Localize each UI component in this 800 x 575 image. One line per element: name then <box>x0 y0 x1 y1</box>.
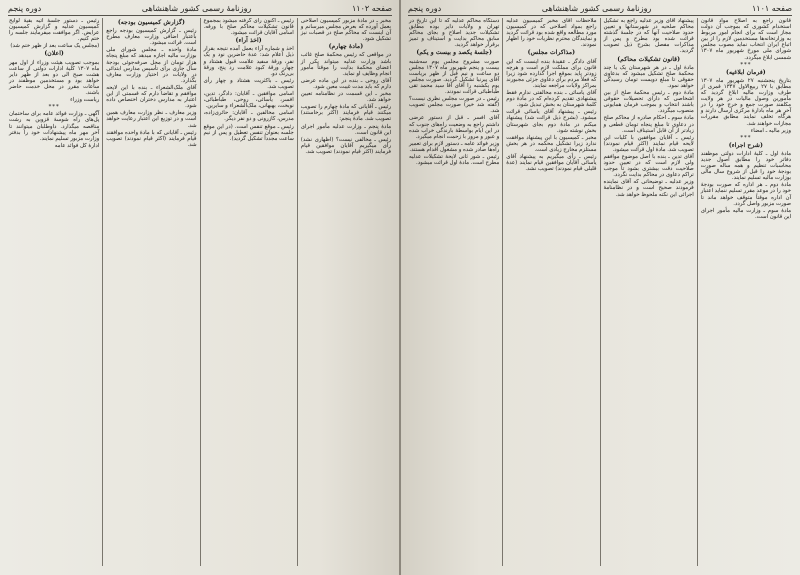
paragraph: مادهٔ سوم ـ وزارت مالیه مأمور اجرای این قانون است. <box>700 207 791 220</box>
paragraph: در مواقعی که رئیس محکمهٔ صلح غائب باشد وزارت عدلیه میتواند یکی از اعضای محکمهٔ بدایت را موقتاً مأمور انجام وظایف او نماید. <box>300 52 391 77</box>
left-page-header <box>8 3 392 16</box>
paragraph: آقای افسر ـ قبل از دستور عرضی داشتم راجع به وضعیت راه‌های جنوب که در این ایام بواسطهٔ بارندگی خراب شده و عبور و مرور با زحمت انجام میگیرد. <box>409 115 500 140</box>
paragraph: رئیس ـ دستور جلسهٔ آتیه بقیهٔ لوایح کمیسیون عدلیه و گزارش کمیسیون عرایض. اگر موافقت میفرمایند جلسه را ختم کنیم. <box>9 18 100 43</box>
left-column-1 <box>297 18 394 566</box>
paragraph: آگهی ـ وزارت فوائد عامه برای ساختمان پل‌های راه شوسهٔ قزوین به رشت مناقصه میگذارد. داوطلبان میتوانند تا آخر مهر ماه پیشنهادات خود را بدفتر وزارت مزبور تسلیم نمایند. <box>9 111 100 142</box>
paragraph: آقای ملک‌الشعراء ـ بنده با این لایحه موافقم و تقاضا دارم که قسمتی از این اعتبار به مدارس دختران اختصاص داده شود. <box>106 84 197 110</box>
right-column-1 <box>697 18 794 566</box>
paragraph: پیشنهاد آقای وزیر عدلیه راجع به تشکیل محاکم صلحیه در شهرستانها و تعیین حدود صلاحیت آنها که در جلسهٔ گذشته قرائت شده بود مطرح و پس از مذاکرات مفصل بشرح ذیل تصویب گردید. <box>603 18 694 55</box>
paragraph: اسامی مخالفین ـ آقایان: حائری‌زاده، مدرس، کازرونی و دو نفر دیگر. <box>203 110 294 123</box>
section-separator: *** <box>48 104 60 111</box>
paragraph: رئیس ـ مخالفی نیست؟ (اظهاری نشد) رأی میگیریم آقایان موافقین قیام فرمایند (اکثر قیام نمودند) تصویب شد. <box>300 136 391 155</box>
paragraph: مادهٔ اول ـ در هر شهرستان یک یا چند محکمهٔ صلح تشکیل میشود که بدعاوی حقوقی تا مبلغ دویست تومان رسیدگی خواهد نمود. <box>603 64 694 89</box>
paragraph: (مجلس یک ساعت بعد از ظهر ختم شد) <box>10 43 100 50</box>
right-column-4 <box>406 18 502 566</box>
right-page-columns <box>406 18 794 566</box>
paragraph: آقای دادگر ـ عقیدهٔ بنده اینست که این قانون برای مملکت لازم است و هرچه زودتر باید بموقع اجرا گذارده شود زیرا که فعلاً مردم برای دعاوی جزئی مجبورند بمراکز ولایات مراجعه نمایند. <box>506 58 597 89</box>
paragraph: ریاست وزراء <box>70 97 100 104</box>
left-page-title: روزنامهٔ رسمی کشور شاهنشاهی <box>141 4 252 13</box>
paragraph: وزیر مالیه ـ امضاء <box>750 127 791 134</box>
paragraph: رئیس ـ آقایان موافقین با کلیات این لایحه قیام نمایند (اکثر قیام نمودند) تصویب شد. مادهٔ اول قرائت میشود. <box>603 134 694 153</box>
paragraph: آقای یاسائی ـ بنده مخالفتی ندارم فقط پیشنهادی تقدیم کرده‌ام که در مادهٔ دوم کلمهٔ شهرستان به بخش تبدیل شود. <box>506 90 597 109</box>
paragraph: صورت مشروح مجلس یوم سه‌شنبه بیست و پنجم شهریور ماه ۱۳۰۷ مجلس دو ساعت و نیم قبل از ظهر بریاست آقای پیرنیا تشکیل گردید. صورت مجلس یوم یکشنبه را آقای آقا سید محمد تقی طباطبائی قرائت نمودند. <box>409 58 500 96</box>
paragraph: مادهٔ دوم ـ هر اداره که صورت بودجهٔ خود را در موعد مقرر تسلیم ننماید اعتبار آن اداره موقتاً متوقف خواهد ماند تا صورت مزبور واصل گردد. <box>700 182 791 207</box>
section-separator: *** <box>740 61 752 68</box>
right-page-header <box>408 3 792 16</box>
paragraph: مادهٔ سوم ـ احکام صادره از محاکم صلح در دعاوی تا مبلغ پنجاه تومان قطعی و زیادتر از آن قابل استیناف است. <box>603 115 694 134</box>
paragraph: وزیر معارف ـ نظر وزارت معارف همین است و در توزیع این اعتبار رعایت خواهد شد. <box>106 110 197 129</box>
paragraph: بموجب تصویب هیئت وزراء از اول مهر ماه ۱۳۰۷ کلیهٔ ادارات دولتی از ساعت هشت صبح الی دو بعد از ظهر دایر خواهد بود و مستخدمین موظفند در ساعات مقرر در محل خدمت حاضر باشند. <box>9 59 100 97</box>
left-column-2 <box>200 18 297 566</box>
paragraph: مخبر ـ کمیسیون با این پیشنهاد موافقت ندارد زیرا تشکیل محکمه در هر بخش مستلزم مخارج زیادی است. <box>506 134 597 153</box>
section-heading: (شرح اجراء) <box>728 141 763 149</box>
section-heading: (اخذ آراء) <box>235 37 262 45</box>
right-page-issue: دوره پنجم <box>408 4 442 13</box>
section-separator: *** <box>740 134 752 141</box>
section-heading: (فرمان ابلاغیه) <box>726 68 766 76</box>
page-gutter <box>399 0 401 575</box>
section-heading: (گزارش کمیسیون بودجه) <box>117 19 185 26</box>
paragraph: آقای روحی ـ بنده در این ماده عرضی دارم که باید مدت غیبت معین شود. <box>300 77 391 90</box>
paragraph: اخذ و شماره آراء بعمل آمده نتیجه بقرار ذیل اعلام شد: عدهٔ حاضرین نود و یک نفر، ورقهٔ سفید علامت قبول هشتاد و چهار، ورقهٔ کبود علامت رد پنج، ورقهٔ بی‌رنگ دو. <box>203 46 294 77</box>
right-page-number: صفحه ۱۱۰۱ <box>751 4 792 13</box>
paragraph: وزیر فوائد عامه ـ دستور لازم برای تعمیر راه‌ها صادر شده و مشغول اقدام هستند. <box>409 140 500 153</box>
paragraph: قانون راجع به اصلاح مواد قانون استخدام کشوری که بموجب آن دولت مجاز است که برای انجام امور مربوط به وزارتخانه‌ها مستخدمین لازم را از بین اتباع ایران انتخاب نماید مصوب مجلس شورای ملی مورخ شهریور ماه ۱۳۰۷ شمسی ابلاغ میگردد. <box>700 18 791 61</box>
paragraph: مخبر ـ در مادهٔ مزبور کمیسیون اصلاحی بعمل آورده که بعرض مجلس میرسانم و آن اینست که محاکم صلح در قصبات نیز تشکیل شود. <box>300 18 391 43</box>
right-column-3 <box>502 18 599 566</box>
left-column-4 <box>6 18 102 566</box>
paragraph: وزیر عدلیه ـ توضیحاتی که آقای نماینده فرمودند صحیح است و در نظامنامهٔ اجرائی این نکته ملحوظ خواهد شد. <box>603 179 694 198</box>
paragraph: رئیس ـ رأی میگیریم به پیشنهاد آقای یاسائی آقایان موافقین قیام نمایند (عدهٔ قلیلی قیام نمودند) تصویب نشد. <box>506 153 597 173</box>
paragraph: رئیس ـ در صورت مجلس نظری نیست؟ (گفته شد خیر) صورت مجلس تصویب شد. <box>409 96 500 115</box>
paragraph: بتاریخ پنجشنبه ۲۷ شهریور ماه ۱۳۰۷ مطابق با ۲۷ ربیع‌الاول ۱۳۴۷ قمری از طرف وزارت مالیه ابلاغ گردید که مأمورین وصول مالیات در هر ولایت مکلفند صورت جمع و خرج خود را در آخر هر ماه بادارهٔ مرکزی ارسال دارند و هرگاه تخلف نمایند مطابق مقررات مجازات خواهند شد. <box>700 77 791 127</box>
section-heading: (جلسهٔ یکصد و بیست و یکم) <box>416 49 492 57</box>
paragraph: رئیس ـ آقایانی که مادهٔ چهارم را تصویب میکنند قیام فرمایند (اکثر برخاستند) تصویب شد. مادهٔ پنجم: <box>300 104 391 123</box>
paragraph: رئیس ـ پیشنهاد آقای یاسائی قرائت میشود. (بشرح ذیل قرائت شد) پیشنهاد میکنم در مادهٔ دوم بجای شهرستان بخش نوشته شود. <box>506 109 597 134</box>
paragraph: دستگاه محاکم عدلیه که تا این تاریخ در تهران و ولایات دایر بوده مطابق تشکیلات جدید اصلاح و بجای محاکم سابق محاکم بدایت و استیناف و تمیز برقرار خواهد گردید. <box>409 18 500 49</box>
paragraph: مادهٔ واحده ـ مجلس شورای ملی بوزارت مالیه اجازه میدهد که مبلغ پنجاه هزار تومان از محل صرفه‌جوئی بودجهٔ سال جاری برای تأسیس مدارس ابتدائی در ولایات در اختیار وزارت معارف بگذارد. <box>106 47 197 84</box>
paragraph: اسامی موافقین ـ آقایان: دادگر، تدین، افسر، یاسائی، روحی، طباطبائی، نوبخت، بهبهانی، ملک‌الشعراء و سایرین. <box>203 91 294 110</box>
paragraph: رئیس ـ باکثریت هشتاد و چهار رأی تصویب شد. <box>203 77 294 90</box>
section-heading: (اعلان) <box>44 50 64 58</box>
right-column-2 <box>600 18 697 566</box>
paragraph: مادهٔ اول ـ کلیهٔ ادارات دولتی موظفند دفاتر خود را مطابق اصول جدید محاسبات تنظیم و همه ساله صورت بودجهٔ خود را قبل از شروع سال مالی بوزارت مالیه تسلیم نمایند. <box>700 150 791 182</box>
left-page-issue: دوره پنجم <box>8 4 42 13</box>
paragraph: رئیس ـ شور ثانی لایحهٔ تشکیلات عدلیه مطرح است. مادهٔ اول قرائت میشود. <box>409 153 500 167</box>
section-heading: (مادهٔ چهارم) <box>328 43 364 51</box>
section-heading: (قانون تشکیلات محاکم) <box>617 55 681 63</box>
left-page-columns <box>6 18 394 566</box>
paragraph: ادارهٔ کل فوائد عامه <box>54 142 100 149</box>
paragraph: آقای تدین ـ بنده با اصل موضوع موافقم ولی لازم است که در تعیین حدود صلاحیت دقت بیشتری بشود تا موجب تراکم دعاوی در محاکم بدایت نگردد. <box>603 153 694 179</box>
paragraph: مخبر ـ این قسمت در نظامنامه تعیین خواهد شد. <box>300 91 391 104</box>
right-page <box>400 0 800 575</box>
paragraph: رئیس ـ موقع تنفس است. (در این موقع جلسه بعنوان تنفس تعطیل و پس از نیم ساعت مجدداً تشکیل گردید). <box>203 123 294 142</box>
right-page-title: روزنامهٔ رسمی کشور شاهنشاهی <box>541 4 652 13</box>
paragraph: رئیس ـ گزارش کمیسیون بودجه راجع باعتبار اضافی وزارت معارف مطرح است. قرائت میشود. <box>106 28 197 47</box>
paragraph: مادهٔ دوم ـ رئیس محکمهٔ صلح از بین اشخاصی که دارای تحصیلات حقوقی باشند انتخاب و بموجب فرمان همایونی منصوب میگردد. <box>603 90 694 115</box>
left-column-3 <box>102 18 199 566</box>
paragraph: رئیس ـ اکنون رأی گرفته میشود بمجموع قانون تشکیلات محاکم صلح با ورقه. اسامی آقایان قرائت میشود. <box>203 18 294 37</box>
paragraph: رئیس ـ آقایانی که با مادهٔ واحده موافقند قیام فرمایند (اکثر قیام نمودند) تصویب شد. <box>106 129 197 148</box>
paragraph: مادهٔ پنجم ـ وزارت عدلیه مأمور اجرای این قانون است. <box>300 123 391 136</box>
section-heading: (مذاکرات مجلس) <box>527 49 576 57</box>
left-page-number: صفحه ۱۱۰۲ <box>351 4 392 13</box>
paragraph: ملاحظات آقای مخبر کمیسیون عدلیه راجع بمواد اصلاحی که در کمیسیون مورد مطالعه واقع شده بود قرائت گردید و نمایندگان محترم نظریات خود را اظهار نمودند. <box>506 18 597 49</box>
